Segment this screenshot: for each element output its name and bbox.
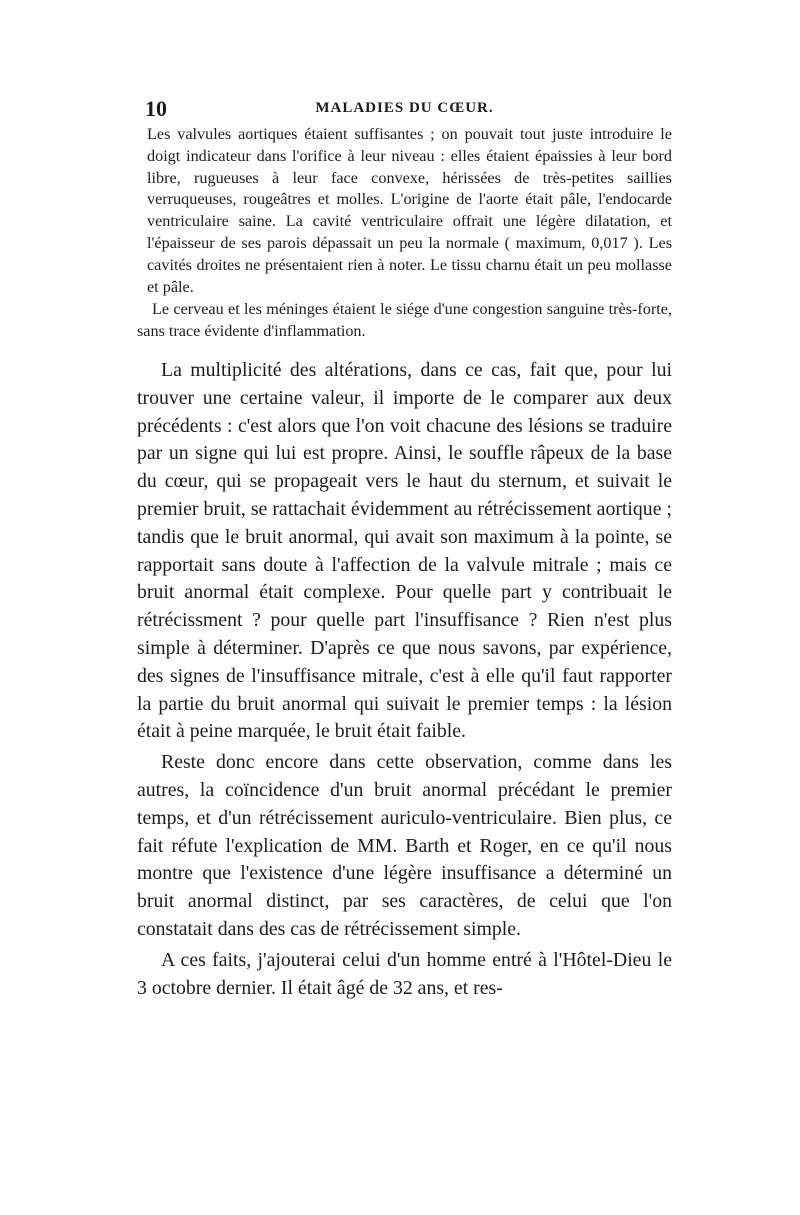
paragraph-commentary-2: Reste donc encore dans cette observation, comme dans les autres, la coïncidence d'un bruit anormal précédant le premier temps, et d'un rétrécissement auriculo-ventriculaire. Bien plus, ce fait réfute l'explication de MM. Barth et Roger, en ce qu'il nous montre que l'existence d'une légère insuffisance a déterminé un bruit anormal distinct, par ses caractères, de celui que l'on constatait dans des cas de rétrécissement simple. bbox=[137, 751, 672, 940]
page-number: 10 bbox=[145, 96, 167, 121]
running-title: MALADIES DU CŒUR. bbox=[315, 100, 494, 116]
paragraph-autopsy-heart: Les valvules aortiques étaient suffisantes ; on pouvait tout juste introduire le doigt indicateur dans l'orifice à leur niveau : elles étaient épaissies à leur bord libre, rugueuses à leur face convexe, hérissées de très-petites saillies verruqueuses, rougeâtres et molles. L'origine de l'aorte était pâle, l'endocarde ventriculaire saine. La cavité ventriculaire offrait une légère dilatation, et l'épaisseur de ses parois dépassait un peu la normale ( maximum, 0,017 ). Les cavités droites ne présentaient rien à noter. Le tissu charnu était un peu mollasse et pâle. bbox=[147, 125, 672, 296]
paragraph-commentary-1: La multiplicité des altérations, dans ce cas, fait que, pour lui trouver une certaine valeur, il importe de le comparer aux deux précédents : c'est alors que l'on voit chacune des lésions se traduire par un signe qui lui est propre. Ainsi, le souffle râpeux de la base du cœur, qui se propageait vers le haut du sternum, et suivait le premier bruit, se rattachait évidemment au rétrécissement aortique ; tandis que le bruit anormal, qui avait son maximum à la pointe, se rapportait sans doute à l'affection de la valvule mitrale ; mais ce bruit anormal était complexe. Pour quelle part y contribuait le rétrécissment ? pour quelle part l'insuffisance ? Rien n'est plus simple à déterminer. D'après ce que nous savons, par expérience, des signes de l'insuffisance mitrale, c'est à elle qu'il faut rapporter la partie du bruit anormal qui suivait le premier temps : la lésion était à peine marquée, le bruit était faible. bbox=[137, 358, 672, 743]
paragraph-autopsy-brain: Le cerveau et les méninges étaient le siége d'une congestion sanguine très-forte, sans trace évidente d'inflammation. bbox=[137, 300, 672, 341]
page-header bbox=[137, 96, 672, 124]
book-page bbox=[137, 96, 672, 1002]
paragraph-commentary-3: A ces faits, j'ajouterai celui d'un homme entré à l'Hôtel-Dieu le 3 octobre dernier. Il était âgé de 32 ans, et res- bbox=[137, 948, 672, 999]
